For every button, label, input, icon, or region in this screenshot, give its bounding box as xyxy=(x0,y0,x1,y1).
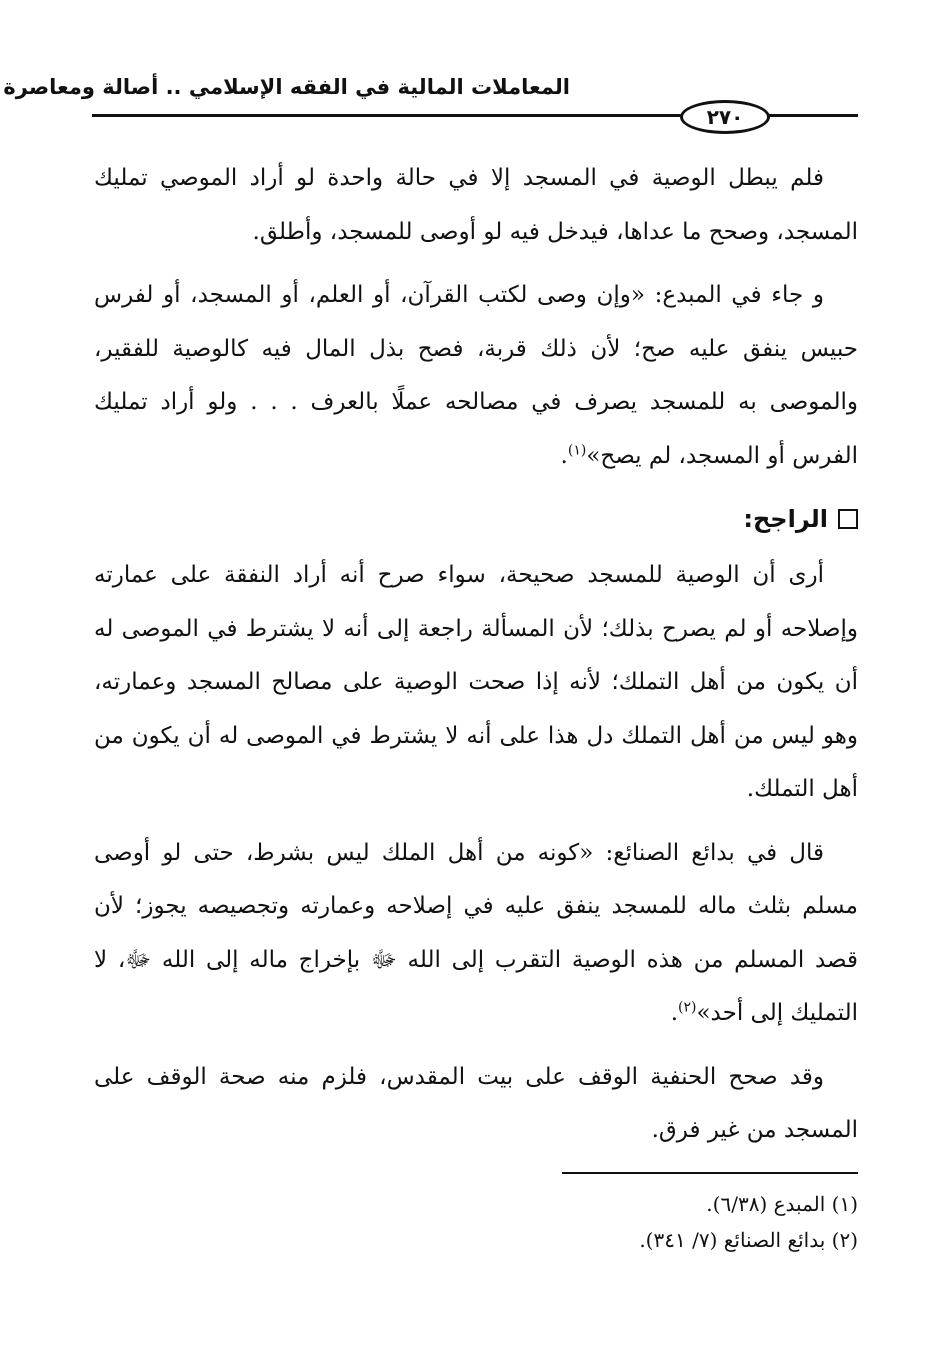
paragraph-5 xyxy=(94,1051,858,1158)
main-text xyxy=(94,152,858,1168)
paragraph-2 xyxy=(94,269,858,483)
sentence-period: . xyxy=(560,442,568,469)
paragraph-4 xyxy=(94,827,858,1041)
paragraph-text: وقد صحح الحنفية الوقف على بيت المقدس، فلزم منه صحة الوقف على المسجد من غير فرق. xyxy=(94,1063,858,1143)
square-bullet-icon xyxy=(838,509,858,529)
paragraph-1 xyxy=(94,152,858,259)
paragraph-text: قال في بدائع الصنائع: «كونه من أهل الملك ليس بشرط، حتى لو أوصى مسلم بثلث ماله للمسجد ينفق عليه في إصلاحه وعمارته وتجصيصه يجوز؛ لأن قصد المسلم من هذه الوصية التقرب إلى الله ﷻ بإخراج ماله إلى الله ﷻ، لا التمليك إلى أحد» xyxy=(94,839,858,1026)
page-number-badge: ٢٧٠ xyxy=(680,100,770,134)
paragraph-text: فلم يبطل الوصية في المسجد إلا في حالة واحدة لو أراد الموصي تمليك المسجد، وصحح ما عداها، فيدخل فيه لو أوصى للمسجد، وأطلق. xyxy=(94,165,858,245)
footnotes xyxy=(158,1186,858,1258)
running-title: المعاملات المالية في الفقه الإسلامي .. أصالة ومعاصرة xyxy=(3,75,570,99)
section-heading xyxy=(94,493,858,545)
paragraph-3 xyxy=(94,549,858,817)
paragraph-text: أرى أن الوصية للمسجد صحيحة، سواء صرح أنه أراد النفقة على عمارته وإصلاحه أو لم يصرح بذلك؛ لأن المسألة راجعة إلى أنه لا يشترط في الموصى له أن يكون من أهل التملك؛ لأنه إذا صحت الوصية على مصالح المسجد وعمارته، وهو ليس من أهل التملك دل هذا على أنه لا يشترط في الموصى له أن يكون من أهل التملك. xyxy=(94,562,858,802)
footnote-divider xyxy=(562,1172,858,1174)
footnote-2: (٢) بدائع الصنائع (٧/ ٣٤١). xyxy=(639,1228,858,1252)
sentence-period: . xyxy=(670,1000,678,1026)
paragraph-text: و جاء في المبدع: «وإن وصى لكتب القرآن، أو العلم، أو المسجد، أو لفرس حبيس ينفق عليه صح؛ لأن ذلك قربة، فصح بذل المال فيه كالوصية للفقير، والموصى به للمسجد يصرف في مصالحه عملًا بالعرف . . . ولو أراد تمليك الفرس أو المسجد، لم يصح» xyxy=(94,282,858,469)
section-heading-text: الراجح: xyxy=(743,505,828,533)
footnote-reference-1[interactable]: (١) xyxy=(567,441,587,458)
footnote-reference-2[interactable]: (٢) xyxy=(678,999,697,1016)
footnote-1: (١) المبدع (٦/٣٨). xyxy=(706,1192,858,1216)
